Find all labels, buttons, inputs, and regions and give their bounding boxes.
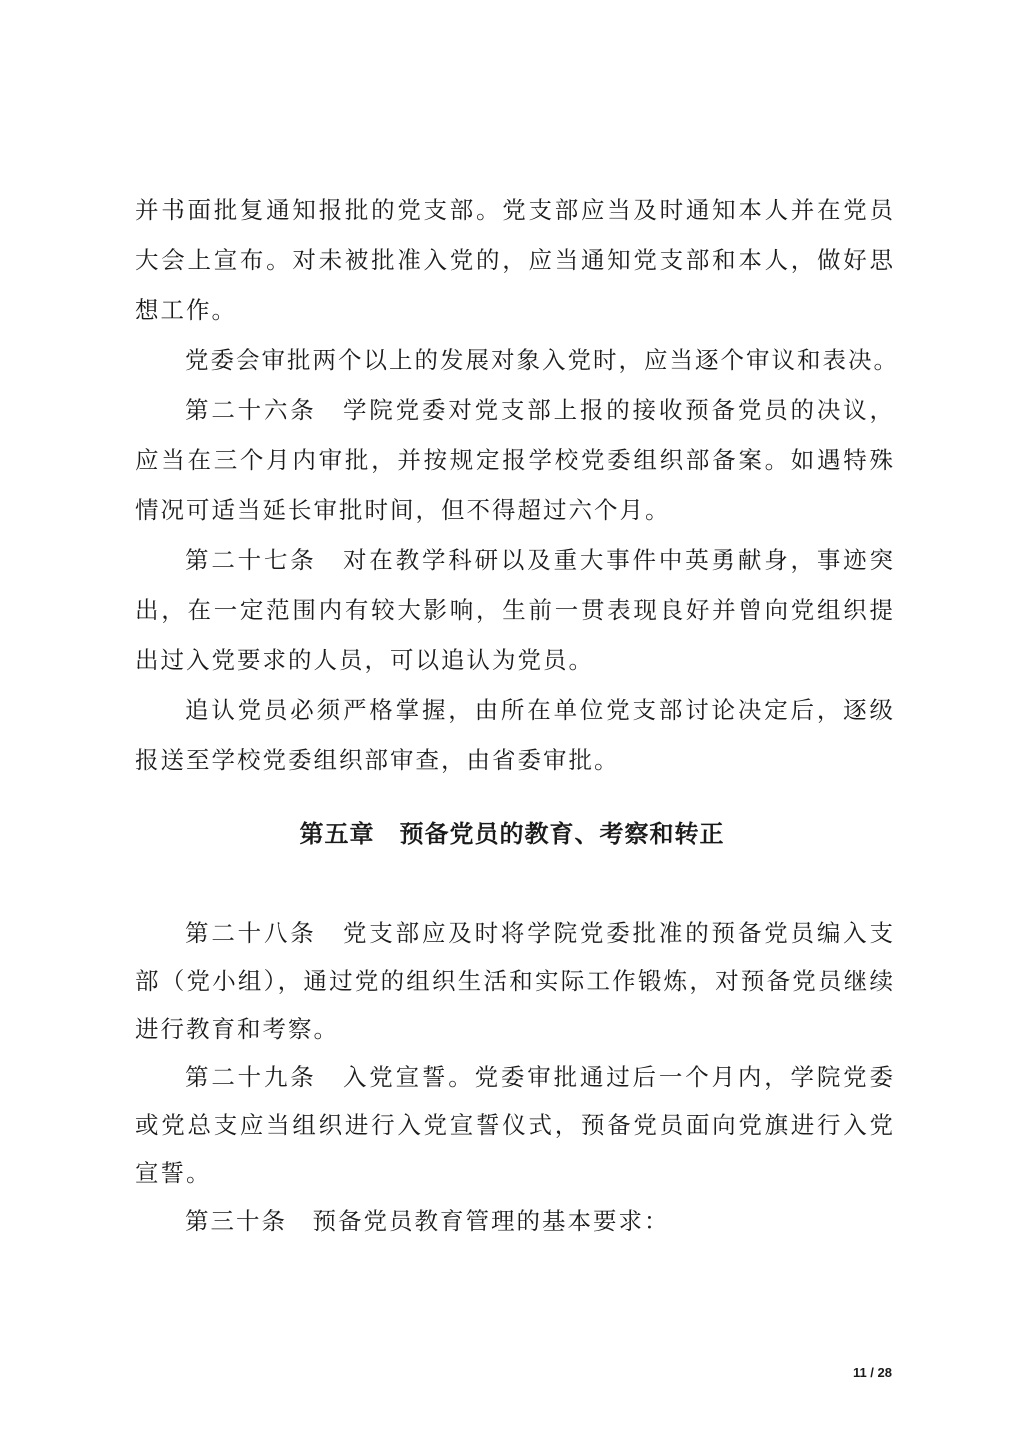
text-line: 情况可适当延长审批时间，但不得超过六个月。 <box>135 496 671 524</box>
text-line: 第二十六条 学院党委对党支部上报的接收预备党员的决议， <box>185 396 895 424</box>
text-line: 宣誓。 <box>135 1159 212 1187</box>
chapter-heading: 第五章 预备党员的教育、考察和转正 <box>299 820 725 848</box>
text-line: 进行教育和考察。 <box>135 1015 339 1043</box>
text-line: 报送至学校党委组织部审查，由省委审批。 <box>135 746 620 774</box>
text-line: 出过入党要求的人员，可以追认为党员。 <box>135 646 594 674</box>
page-number: 11 / 28 <box>852 1365 892 1380</box>
text-line: 第二十九条 入党宣誓。党委审批通过后一个月内，学院党委 <box>185 1063 895 1091</box>
text-line: 第二十七条 对在教学科研以及重大事件中英勇献身，事迹突 <box>185 546 895 574</box>
text-line: 想工作。 <box>135 296 237 324</box>
text-line: 第二十八条 党支部应及时将学院党委批准的预备党员编入支 <box>185 919 895 947</box>
text-line: 应当在三个月内审批，并按规定报学校党委组织部备案。如遇特殊 <box>135 446 895 474</box>
text-line: 出，在一定范围内有较大影响，生前一贯表现良好并曾向党组织提 <box>135 596 895 624</box>
text-line: 追认党员必须严格掌握，由所在单位党支部讨论决定后，逐级 <box>185 696 895 724</box>
text-line: 大会上宣布。对未被批准入党的，应当通知党支部和本人，做好思 <box>135 246 895 274</box>
text-line: 第三十条 预备党员教育管理的基本要求： <box>185 1207 670 1235</box>
text-line: 并书面批复通知报批的党支部。党支部应当及时通知本人并在党员 <box>135 196 895 224</box>
text-line: 党委会审批两个以上的发展对象入党时，应当逐个审议和表决。 <box>185 346 899 374</box>
text-line: 部（党小组），通过党的组织生活和实际工作锻炼，对预备党员继续 <box>135 967 895 995</box>
text-line: 或党总支应当组织进行入党宣誓仪式，预备党员面向党旗进行入党 <box>135 1111 895 1139</box>
